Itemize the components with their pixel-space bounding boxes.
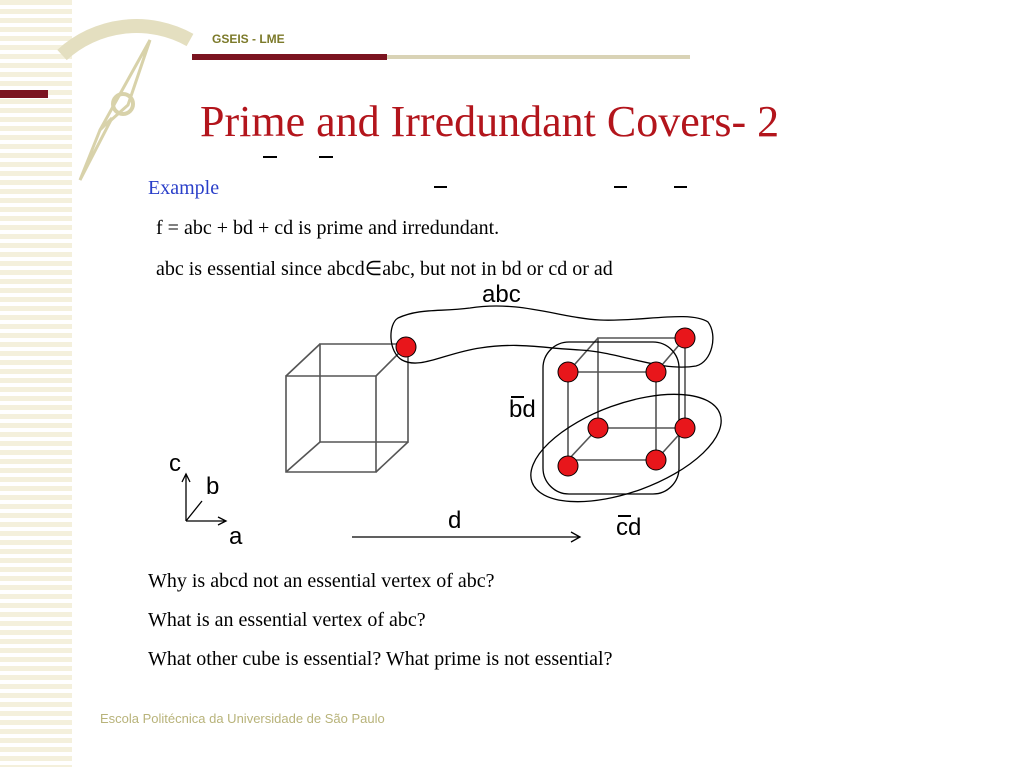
essential-line: abc is essential since abcd∈abc, but not in bd or cd or ad <box>156 258 613 280</box>
slide-title: Prime and Irredundant Covers- 2 <box>200 97 780 146</box>
vertex <box>675 328 695 348</box>
cd-label: cd <box>616 514 642 541</box>
example-label: Example <box>148 177 220 199</box>
abc-label: abc <box>482 281 521 308</box>
question-3: What other cube is essential? What prime is not essential? <box>148 648 613 670</box>
bd-label: bd <box>509 396 536 423</box>
coordinate-axes <box>182 474 226 525</box>
header-tag: GSEIS - LME <box>212 32 285 46</box>
question-2: What is an essential vertex of abc? <box>148 609 426 631</box>
d-arrow <box>352 532 580 542</box>
footer-institution: Escola Politécnica da Universidade de São Paulo <box>100 711 385 726</box>
vertices <box>396 328 695 476</box>
d-label: d <box>448 507 462 534</box>
vertex <box>646 450 666 470</box>
abc-loop <box>391 306 713 367</box>
right-cube <box>568 338 685 460</box>
function-line: f = abc + bd + cd is prime and irredundant. <box>156 217 500 239</box>
axis-c-label: c <box>169 450 181 477</box>
axis-b-label: b <box>206 473 220 500</box>
question-1: Why is abcd not an essential vertex of abc? <box>148 570 495 592</box>
vertex <box>558 456 578 476</box>
vertex <box>646 362 666 382</box>
cd-loop <box>517 372 735 523</box>
axis-a-label: a <box>229 523 243 550</box>
vertex <box>558 362 578 382</box>
vertex <box>675 418 695 438</box>
vertex <box>588 418 608 438</box>
vertex <box>396 337 416 357</box>
left-cube <box>286 344 408 472</box>
